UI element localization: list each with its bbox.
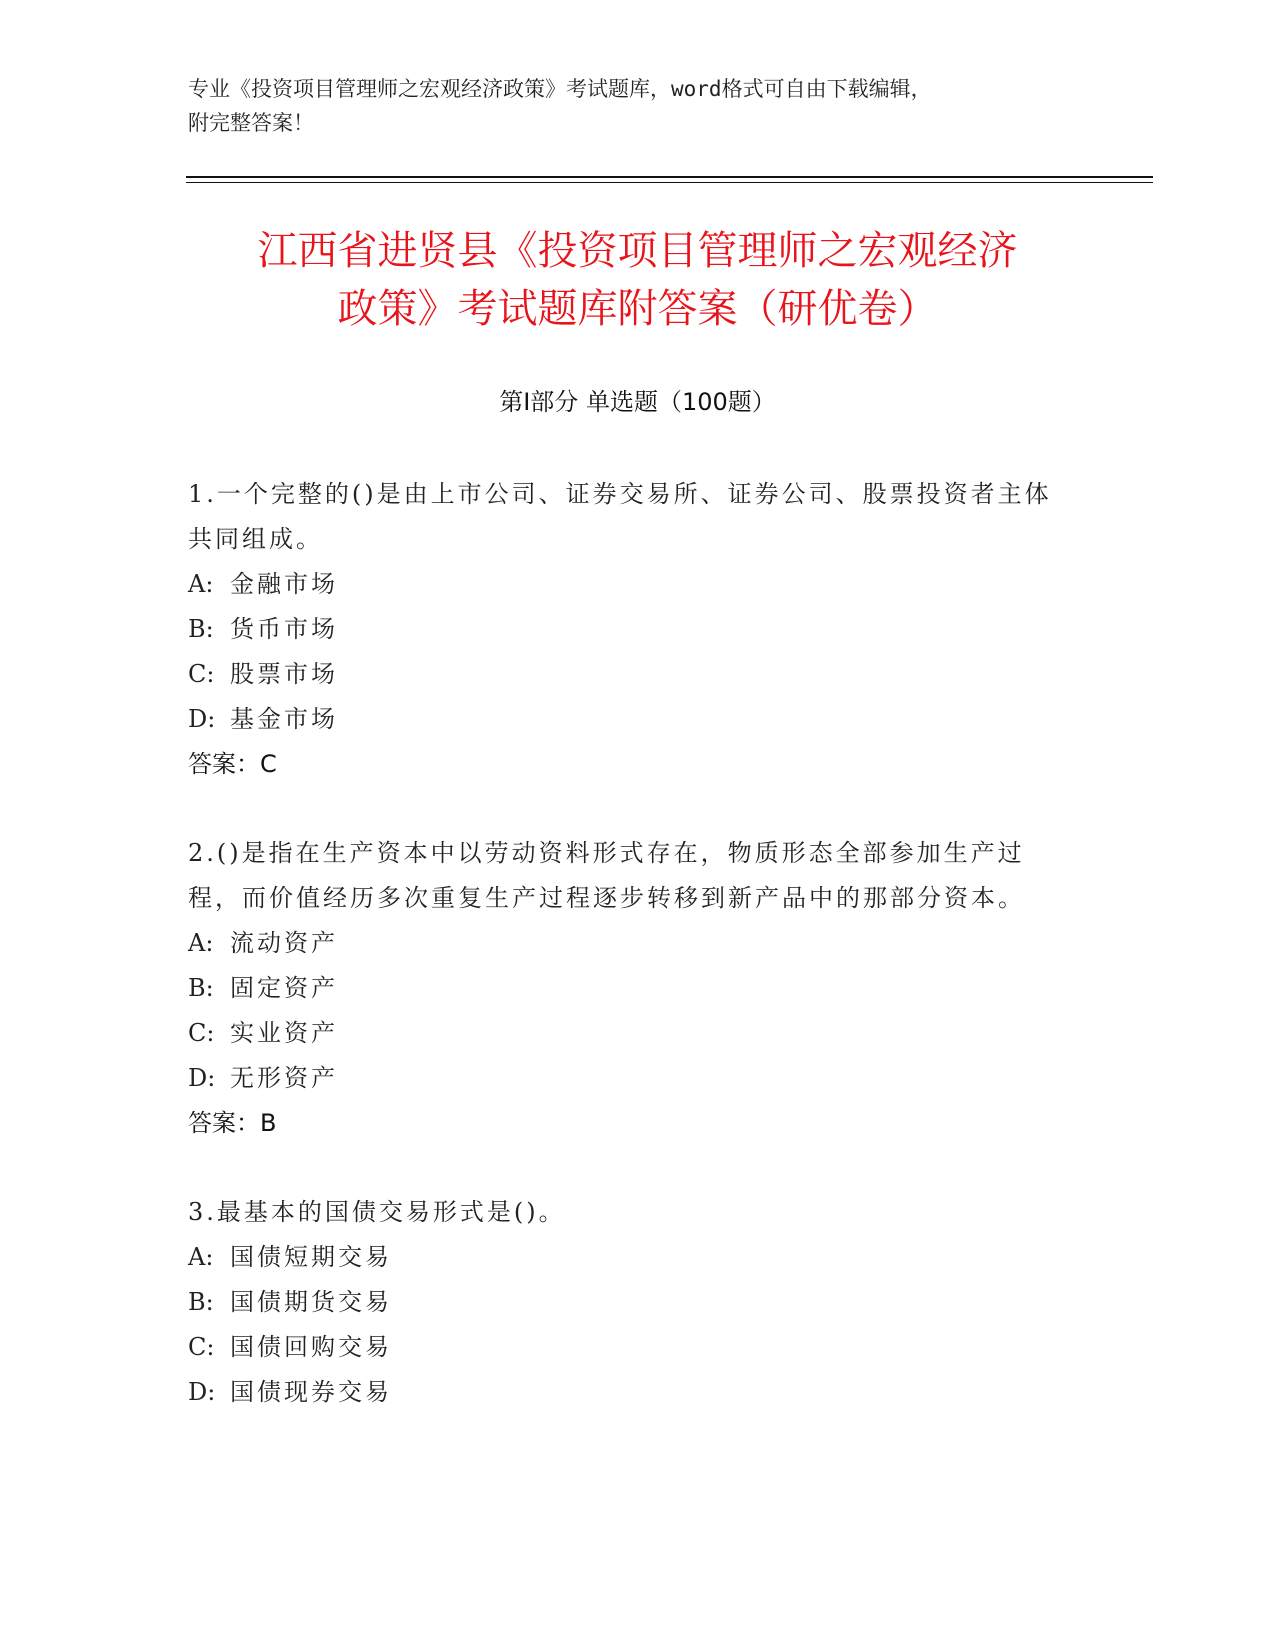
- option-key: B:: [188, 1288, 214, 1316]
- header-rule-thick: [186, 176, 1153, 178]
- question-stem: 2.()是指在生产资本中以劳动资料形式存在，物质形态全部参加生产过程，而价值经历多次重复生产过程逐步转移到新产品中的那部分资本。: [188, 839, 1025, 912]
- question-stem: 1.一个完整的()是由上市公司、证券交易所、证券公司、股票投资者主体共同组成。: [188, 480, 1052, 553]
- header-note-line-1: 专业《投资项目管理师之宏观经济政策》考试题库，word格式可自由下载编辑，: [188, 77, 932, 101]
- header-note: [188, 72, 1088, 140]
- section-heading: 第Ⅰ部分 单选题（100题）: [499, 388, 776, 416]
- option-text: 基金市场: [230, 705, 338, 733]
- option-key: A:: [188, 570, 214, 598]
- option-key: D:: [188, 705, 216, 733]
- header-note-line-2: 附完整答案！: [188, 111, 314, 135]
- option-text: 金融市场: [230, 570, 338, 598]
- option-text: 实业资产: [230, 1019, 338, 1047]
- option-key: C:: [188, 1019, 215, 1047]
- option-key: D:: [188, 1378, 216, 1406]
- option-key: C:: [188, 1333, 215, 1361]
- option-key: A:: [188, 929, 214, 957]
- option-text: 股票市场: [230, 660, 338, 688]
- document-title: [160, 222, 1115, 338]
- option-text: 流动资产: [230, 929, 338, 957]
- answer-line: 答案：B: [188, 1109, 277, 1137]
- option-text: 国债期货交易: [230, 1288, 392, 1316]
- header-rule-thin: [186, 182, 1153, 183]
- option-b: [188, 1280, 1068, 1325]
- option-a: [188, 1235, 1068, 1280]
- option-c: [188, 1325, 1068, 1370]
- option-d: [188, 697, 1068, 742]
- option-b: [188, 607, 1068, 652]
- option-d: [188, 1056, 1068, 1101]
- document-title-line-2: 政策》考试题库附答案（研优卷）: [337, 286, 938, 332]
- question-stem: 3.最基本的国债交易形式是()。: [188, 1198, 566, 1226]
- option-key: A:: [188, 1243, 214, 1271]
- option-c: [188, 652, 1068, 697]
- option-key: C:: [188, 660, 215, 688]
- option-text: 国债回购交易: [230, 1333, 392, 1361]
- question-1: [188, 472, 1068, 787]
- option-key: B:: [188, 974, 214, 1002]
- option-a: [188, 562, 1068, 607]
- document-title-line-1: 江西省进贤县《投资项目管理师之宏观经济: [257, 228, 1018, 274]
- question-list: [188, 472, 1068, 1459]
- option-text: 固定资产: [230, 974, 338, 1002]
- option-text: 无形资产: [230, 1064, 338, 1092]
- question-3: [188, 1190, 1068, 1415]
- option-key: B:: [188, 615, 214, 643]
- option-c: [188, 1011, 1068, 1056]
- option-text: 货币市场: [230, 615, 338, 643]
- option-key: D:: [188, 1064, 216, 1092]
- option-b: [188, 966, 1068, 1011]
- answer-line: 答案：C: [188, 750, 277, 778]
- option-text: 国债现券交易: [230, 1378, 392, 1406]
- option-d: [188, 1370, 1068, 1415]
- option-text: 国债短期交易: [230, 1243, 392, 1271]
- option-a: [188, 921, 1068, 966]
- question-2: [188, 831, 1068, 1146]
